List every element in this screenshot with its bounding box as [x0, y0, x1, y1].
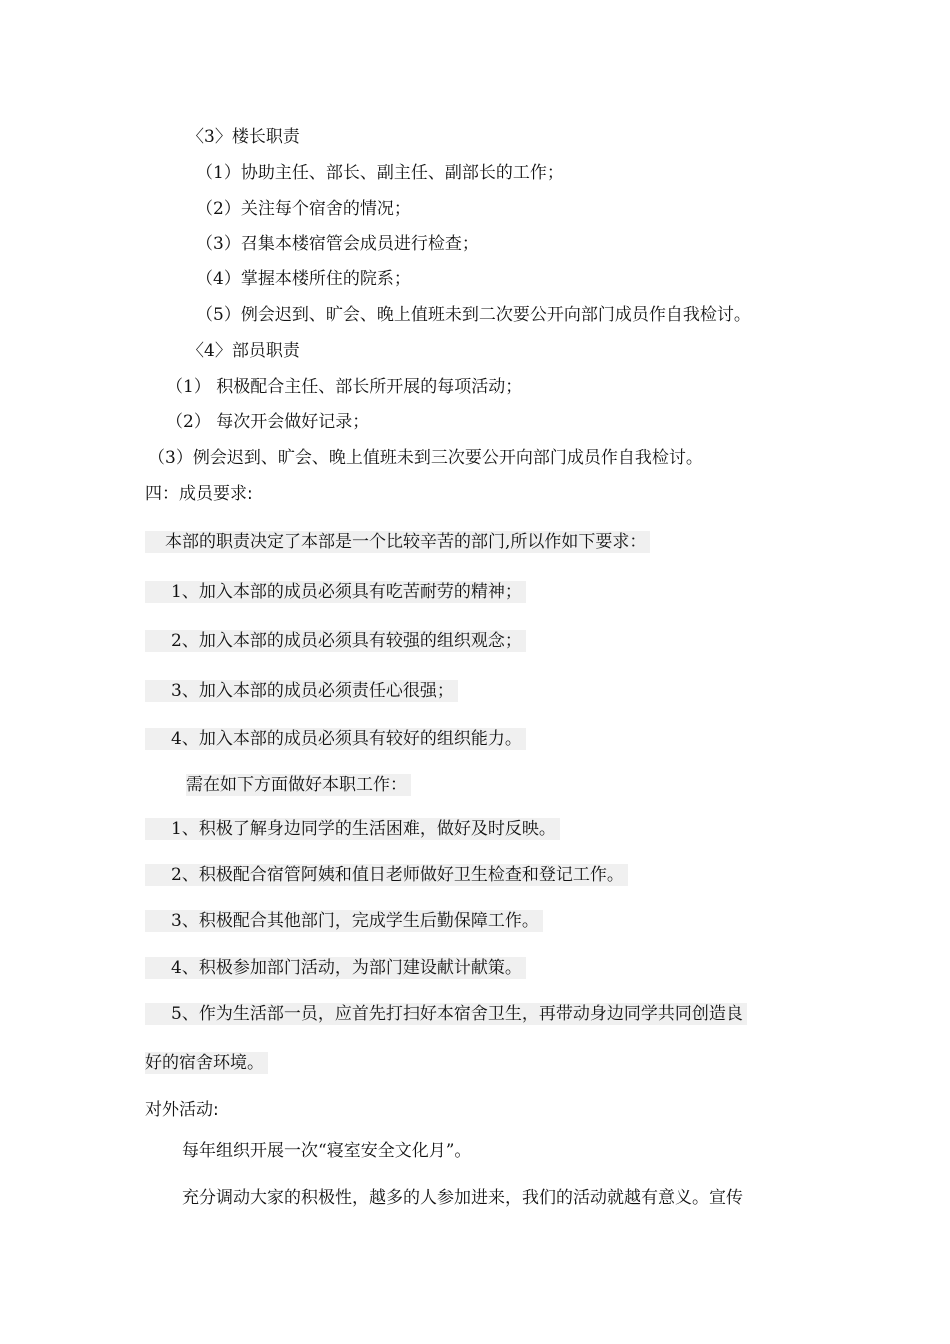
external-heading: 对外活动: [145, 1100, 219, 1120]
section4-item-1: （1） 积极配合主任、部长所开展的每项活动； [166, 377, 523, 397]
requirement-3: 3、加入本部的成员必须责任心很强； [145, 680, 458, 702]
section4-heading: 〈4〉部员职责 [187, 341, 300, 361]
duty-5-continuation: 好的宿舍环境。 [145, 1052, 268, 1074]
duties-intro: 需在如下方面做好本职工作： [186, 774, 411, 796]
section3-item-1: （1）协助主任、部长、副主任、副部长的工作； [196, 163, 564, 183]
section3-item-2: （2）关注每个宿舍的情况； [196, 199, 411, 219]
duty-3: 3、积极配合其他部门，完成学生后勤保障工作。 [145, 910, 543, 932]
requirement-2: 2、加入本部的成员必须具有较强的组织观念； [145, 630, 526, 652]
section3-item-5: （5）例会迟到、旷会、晚上值班未到二次要公开向部门成员作自我检讨。 [196, 305, 751, 325]
section4-item-3: （3）例会迟到、旷会、晚上值班未到三次要公开向部门成员作自我检讨。 [148, 448, 703, 468]
section4-item-2: （2） 每次开会做好记录； [166, 412, 370, 432]
members-heading: 四：成员要求: [145, 484, 253, 504]
duty-4: 4、积极参加部门活动，为部门建设献计献策。 [145, 957, 526, 979]
duty-5: 5、作为生活部一员，应首先打扫好本宿舍卫生，再带动身边同学共同创造良 [145, 1003, 747, 1025]
requirement-4: 4、加入本部的成员必须具有较好的组织能力。 [145, 728, 526, 750]
duty-1: 1、积极了解身边同学的生活困难，做好及时反映。 [145, 818, 560, 840]
section3-item-3: （3）召集本楼宿管会成员进行检查； [196, 234, 479, 254]
external-paragraph-2: 充分调动大家的积极性，越多的人参加进来，我们的活动就越有意义。宣传 [182, 1188, 743, 1208]
duty-2: 2、积极配合宿管阿姨和值日老师做好卫生检查和登记工作。 [145, 864, 628, 886]
section3-heading: 〈3〉楼长职责 [187, 127, 300, 147]
section3-item-4: （4）掌握本楼所住的院系； [196, 269, 411, 289]
external-paragraph-1: 每年组织开展一次“寝室安全文化月”。 [182, 1141, 472, 1161]
members-intro: 本部的职责决定了本部是一个比较辛苦的部门,所以作如下要求： [145, 531, 650, 553]
requirement-1: 1、加入本部的成员必须具有吃苦耐劳的精神； [145, 581, 526, 603]
